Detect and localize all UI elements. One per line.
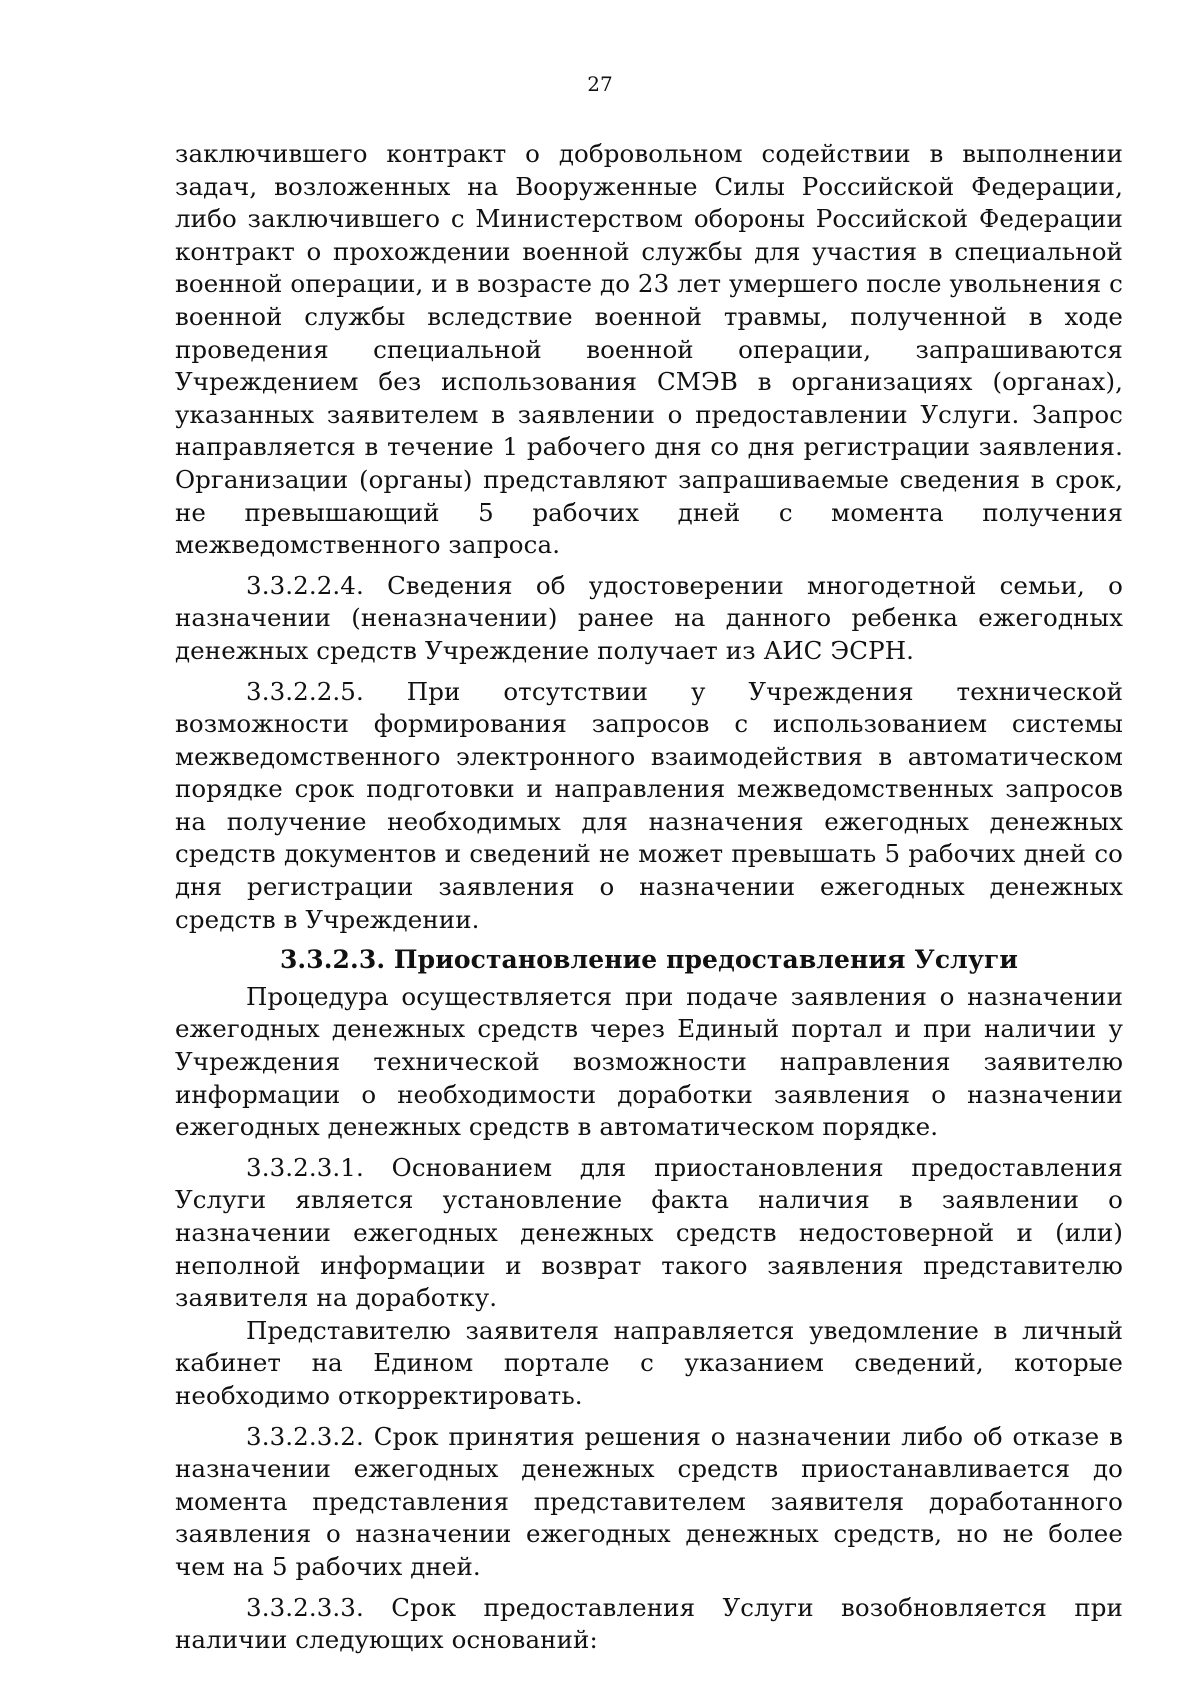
paragraph-3-3-2-3-3: 3.3.2.3.3. Срок предоставления Услуги возобновляется при наличии следующих оснований: [175,1592,1123,1655]
paragraph-3-3-2-3-1: 3.3.2.3.1. Основанием для приостановления предоставления Услуги является установление факта наличия в заявлении о назначении ежегодных денежных средств недостоверной и (или) неполной информации и возврат такого заявления представителю заявителя на доработку. [175,1152,1123,1313]
paragraph-procedure: Процедура осуществляется при подаче заявления о назначении ежегодных денежных средств через Единый портал и при наличии у Учреждения технической возможности направления заявителю информации о необходимости доработки заявления о назначении ежегодных денежных средств в автоматическом порядке. [175,981,1123,1142]
paragraph-continuation: заключившего контракт о добровольном содействии в выполнении задач, возложенных на Вооруженные Силы Российской Федерации, либо заключившего с Министерством обороны Российской Федерации контракт о прохождении военной службы для участия в специальной военной операции, и в возрасте до 23 лет умершего после увольнения с военной службы вследствие военной травмы, полученной в ходе проведения специальной военной операции, запрашиваются Учреждением без использования СМЭВ в организациях (органах), указанных заявителем в заявлении о предоставлении Услуги. Запрос направляется в течение 1 рабочего дня со дня регистрации заявления. Организации (органы) представляют запрашиваемые сведения в срок, не превышающий 5 рабочих дней с момента получения межведомственного запроса. [175,139,1123,560]
paragraph-notification: Представителю заявителя направляется уведомление в личный кабинет на Едином портале с указанием сведений, которые необходимо откорректировать. [175,1315,1123,1410]
paragraph-3-3-2-3-2: 3.3.2.3.2. Срок принятия решения о назначении либо об отказе в назначении ежегодных денежных средств приостанавливается до момента представления представителем заявителя доработанного заявления о назначении ежегодных денежных средств, но не более чем на 5 рабочих дней. [175,1421,1123,1581]
page-number: 27 [587,72,613,96]
paragraph-3-3-2-2-4: 3.3.2.2.4. Сведения об удостоверении многодетной семьи, о назначении (неназначении) ранее на данного ребенка ежегодных денежных средств Учреждение получает из АИС ЭСРН. [175,570,1123,665]
paragraph-3-3-2-2-5: 3.3.2.2.5. При отсутствии у Учреждения технической возможности формирования запросов с использованием системы межведомственного электронного взаимодействия в автоматическом порядке срок подготовки и направления межведомственных запросов на получение необходимых для назначения ежегодных денежных средств документов и сведений не может превышать 5 рабочих дней со дня регистрации заявления о назначении ежегодных денежных средств в Учреждении. [175,676,1123,934]
section-heading: 3.3.2.3. Приостановление предоставления Услуги [279,945,1019,975]
document-body [175,138,1123,1657]
